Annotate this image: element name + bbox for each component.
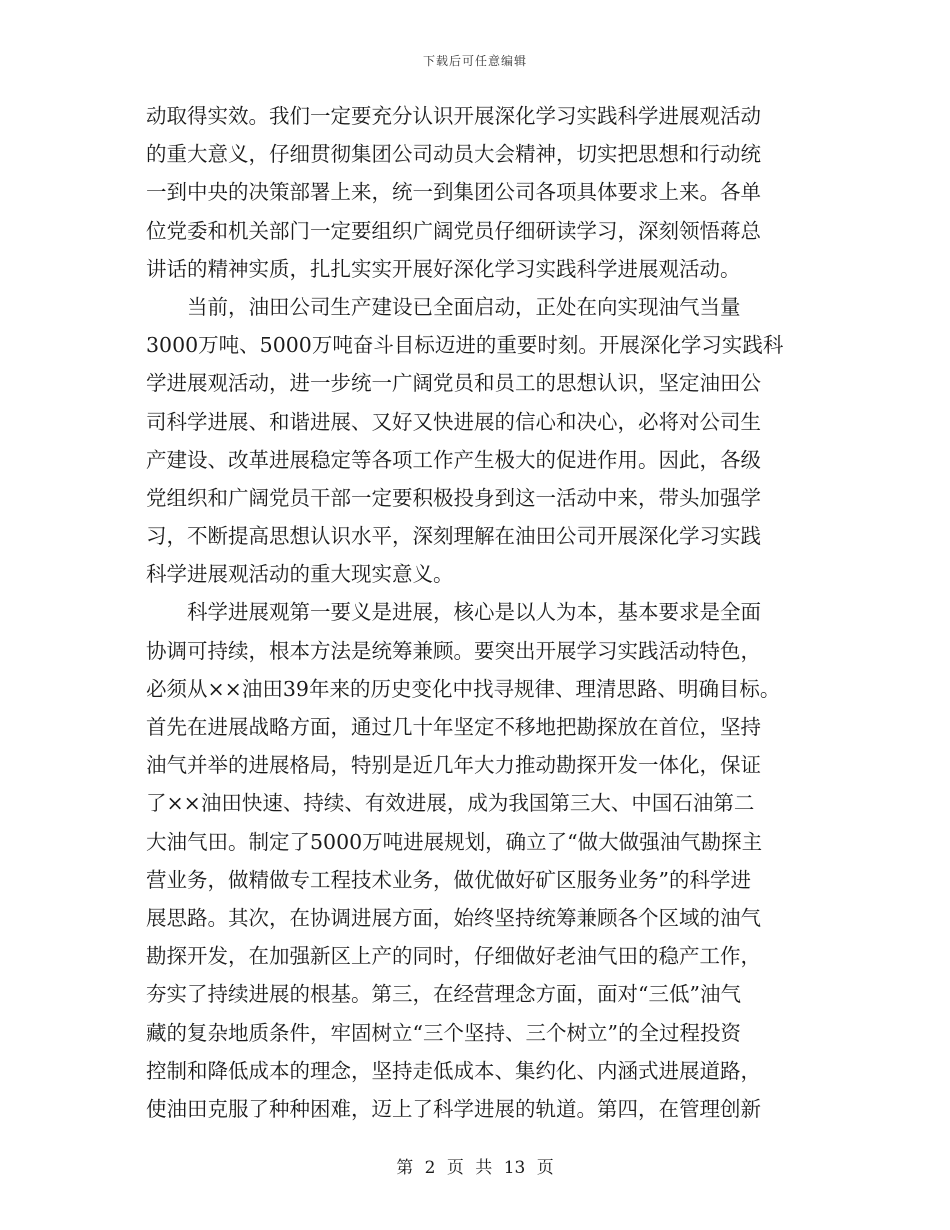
text-line: 司科学进展、和谐进展、又好又快进展的信心和决心，必将对公司生 [146, 409, 761, 434]
text-line: 动取得实效。我们一定要充分认识开展深化学习实践科学进展观活动 [146, 104, 761, 128]
text-line: 讲话的精神实质，扎扎实实开展好深化学习实践科学进展观活动。 [146, 256, 741, 281]
page-number-footer: 第 2 页 共 13 页 [396, 1158, 554, 1178]
text-line: 了××油田快速、持续、有效进展，成为我国第三大、中国石油第二 [146, 791, 755, 816]
text-line: 产建设、改革进展稳定等各项工作产生极大的促进作用。因此，各级 [146, 447, 761, 472]
text-line: 位党委和机关部门一定要组织广阔党员仔细研读学习，深刻领悟蒋总 [146, 218, 761, 243]
text-line: 使油田克服了种种困难，迈上了科学进展的轨道。第四，在管理创新 [146, 1096, 761, 1121]
text-line: 藏的复杂地质条件，牢固树立“三个坚持、三个树立”的全过程投资 [146, 1020, 741, 1045]
text-line: 展思路。其次，在协调进展方面，始终坚持统筹兼顾各个区域的油气 [146, 905, 761, 930]
page-header: 下载后可任意编辑 [422, 54, 527, 68]
text-line: 3000万吨、5000万吨奋斗目标迈进的重要时刻。开展深化学习实践科 [146, 333, 784, 358]
text-line: 科学进展观第一要义是进展，核心是以人为本，基本要求是全面 [187, 600, 761, 625]
text-line: 控制和降低成本的理念，坚持走低成本、集约化、内涵式进展道路， [146, 1058, 761, 1083]
text-line: 当前，油田公司生产建设已全面启动，正处在向实现油气当量 [187, 294, 741, 319]
text-line: 大油气田。制定了5000万吨进展规划，确立了“做大做强油气勘探主 [146, 829, 763, 854]
text-line: 夯实了持续进展的根基。第三，在经营理念方面，面对“三低”油气 [146, 982, 741, 1007]
text-line: 学进展观活动，进一步统一广阔党员和员工的思想认识，坚定油田公 [146, 371, 761, 396]
text-line: 协调可持续，根本方法是统筹兼顾。要突出开展学习实践活动特色， [146, 638, 761, 663]
text-line: 习，不断提高思想认识水平，深刻理解在油田公司开展深化学习实践 [146, 524, 761, 549]
text-line: 的重大意义，仔细贯彻集团公司动员大会精神，切实把思想和行动统 [146, 142, 761, 167]
paragraph-1 [146, 97, 806, 288]
text-line: 勘探开发，在加强新区上产的同时，仔细做好老油气田的稳产工作， [146, 944, 761, 969]
text-line: 首先在进展战略方面，通过几十年坚定不移地把勘探放在首位，坚持 [146, 715, 761, 739]
text-line: 营业务，做精做专工程技术业务，做优做好矿区服务业务”的科学进 [146, 867, 751, 892]
paragraph-3 [146, 593, 806, 1128]
text-line: 党组织和广阔党员干部一定要积极投身到这一活动中来，带头加强学 [146, 485, 761, 510]
text-line: 油气并举的进展格局，特别是近几年大力推动勘探开发一体化，保证 [146, 753, 761, 778]
text-line: 科学进展观活动的重大现实意义。 [146, 562, 454, 587]
paragraph-2 [146, 288, 806, 594]
text-line: 必须从××油田39年来的历史变化中找寻规律、理清思路、明确目标。 [146, 676, 781, 701]
text-line: 一到中央的决策部署上来，统一到集团公司各项具体要求上来。各单 [146, 180, 761, 205]
document-body [146, 97, 806, 1128]
